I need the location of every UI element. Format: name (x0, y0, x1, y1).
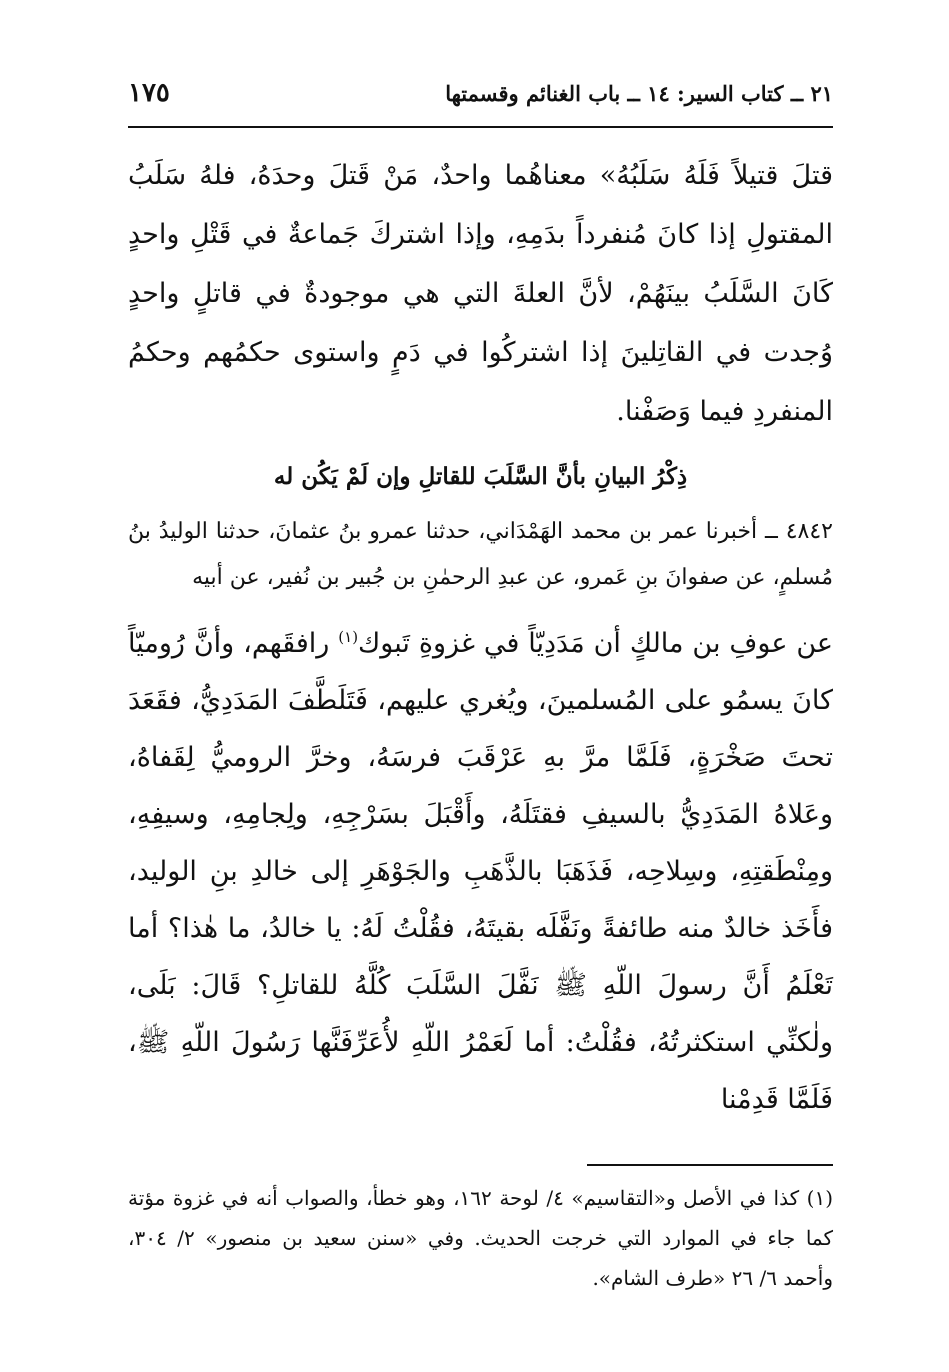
footnote: (١) كذا في الأصل و«التقاسيم» ٤/ لوحة ١٦٢، وهو خطأ، والصواب أنه في غزوة مؤتة كما جاء في الموارد التي خرجت الحديث. وفي «سنن سعيد بن منصور» ٢/ ٣٠٤، وأحمد ٦/ ٢٦ «طرف الشام». (128, 1186, 833, 1290)
matn-text-rest: رافقَهم، وأنَّ رُوميّاً كانَ يسمُو على المُسلمينَ، ويُغري عليهم، فَتَلَطَّفَ المَدَدِيُّ، فقَعَدَ تحتَ صَخْرَةٍ، فَلَمَّا مرَّ بهِ عَرْقَبَ فرسَهُ، وخرَّ الروميُّ لِقَفاهُ، وعَلاهُ المَدَدِيُّ بالسيفِ فقتَلَهُ، وأَقْبَلَ بسَرْجِهِ، ولِجامِهِ، وسيفِهِ، ومِنْطَقتِهِ، وسِلاحِه، فَذَهَبَا بالذَّهَبِ والجَوْهَرِ إلى خالدِ بنِ الوليد، فأَخَذ خالدٌ منه طائفةً ونَفَّلَه بقيتَهُ، فقُلْتُ لَهُ: يا خالدُ، ما هٰذا؟ أما تَعْلَمُ أَنَّ رسولَ اللّهِ ﷺ نَفَّلَ السَّلَبَ كُلَّهُ للقاتلِ؟ قَالَ: بَلَى، ولٰكنِّي استكثرتُهُ، فقُلْتُ: أما لَعَمْرُ اللّهِ لأُعَرِّفَنَّها رَسُولَ اللّهِ ﷺ، فَلَمَّا قَدِمْنا (128, 628, 833, 1115)
header-rule (128, 126, 833, 128)
footnote-reference[interactable]: (١) (338, 628, 359, 646)
page-header (128, 78, 833, 118)
footnote-rule (587, 1164, 833, 1166)
hadith-matn (128, 615, 833, 1128)
running-title: ٢١ ــ كتاب السير: ١٤ ــ باب الغنائم وقسمتها (445, 81, 833, 106)
hadith-isnad (128, 509, 833, 601)
body-paragraph: قتلَ قتيلاً فَلَهُ سَلَبُهُ» معناهُما واحدٌ، مَنْ قَتلَ وحدَهُ، فلهُ سَلَبُ المقتولِ إذا كانَ مُنفرداً بدَمِهِ، وإذا اشتركَ جَماعةٌ في قَتْلِ واحدٍ كَانَ السَّلَبُ بينَهُمْ، لأنَّ العلةَ التي هي موجودةٌ في قاتلٍ واحدٍ وُجدت في القاتِلينَ إذا اشتركُوا في دَمٍ واستوى حكمُهم وحكمُ المنفردِ فيما وَصَفْنا. (128, 160, 833, 427)
book-page (128, 78, 833, 1298)
page-number: ١٧٥ (128, 78, 170, 108)
matn-text-start: عن عوفِ بن مالكٍ أن مَدَدِيّاً في غزوةِ تَبوك (358, 628, 833, 659)
section-heading: ذِكْرُ البيانِ بأنَّ السَّلَبَ للقاتلِ وإن لَمْ يَكُن له (273, 463, 688, 490)
isnad-text: ــ أخبرنا عمر بن محمد الهَمْدَاني، حدثنا عمرو بنُ عثمانَ، حدثنا الوليدُ بنُ مُسلمٍ، عن صفوانَ بنِ عَمرو، عن عبدِ الرحمٰنِ بن جُبير بن نُفير، عن أبيه (128, 519, 833, 590)
hadith-number: ٤٨٤٢ (785, 519, 833, 544)
